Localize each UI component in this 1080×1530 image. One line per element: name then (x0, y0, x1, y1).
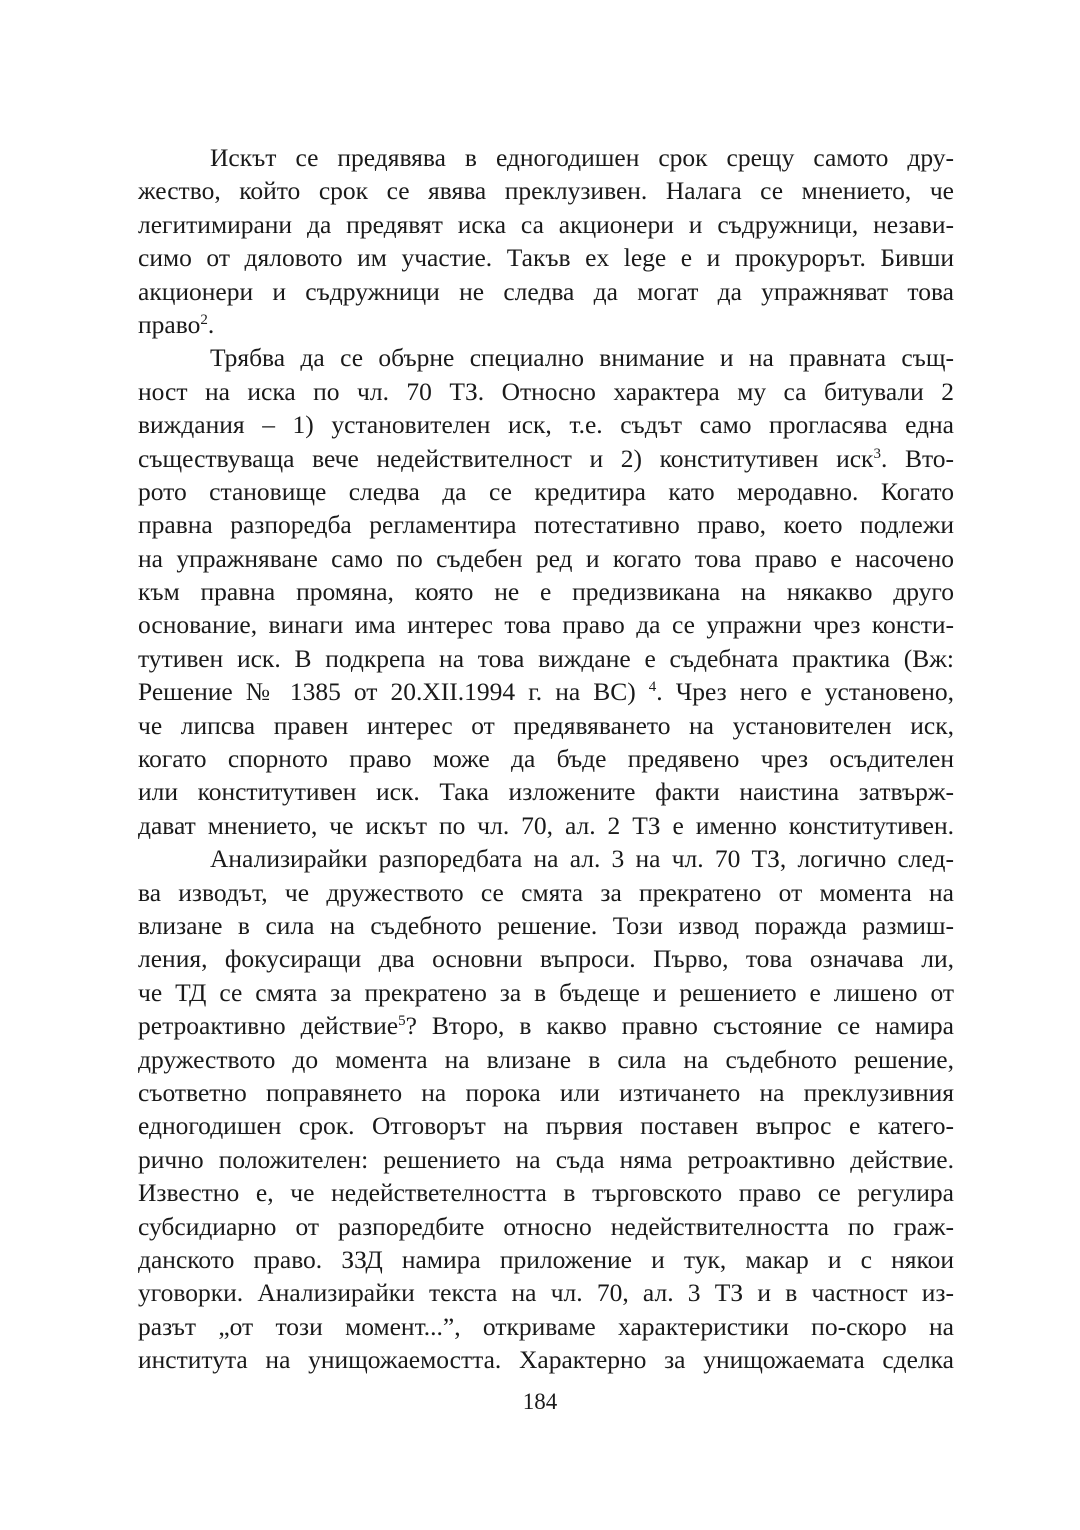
text-line (138, 842, 954, 875)
text-line (138, 508, 954, 541)
text-line (138, 1176, 954, 1209)
line-text: субсидиарно от разпоредбите относно недействителността по граж- (138, 1211, 954, 1241)
line-text-continued: . (207, 309, 215, 339)
text-line (138, 1076, 954, 1109)
line-text: тутивен иск. В подкрепа на това виждане е съдебната практика (Вж: (138, 643, 954, 673)
text-line (138, 909, 954, 942)
text-line (138, 341, 954, 374)
footnote-marker: 3 (873, 445, 881, 462)
line-text: на упражняване само по съдебен ред и когато това право е насочено (138, 543, 954, 573)
line-text: Решение № 1385 от 20.XII.1994 г. на ВС) (138, 677, 649, 707)
line-text: данското право. ЗЗД намира приложение и тук, макар и с някои (138, 1244, 954, 1274)
footnote-marker: 5 (398, 1013, 406, 1030)
text-line (138, 1143, 954, 1176)
text-line (138, 1343, 954, 1376)
line-text: легитимирани да предявят иска са акционери и съдружници, незави- (138, 209, 954, 239)
line-text: право (138, 309, 201, 339)
footnote-marker: 4 (648, 679, 657, 696)
page-number: 184 (522, 1389, 558, 1414)
line-text: Известно е, че недействетелността в търговското право се регулира (138, 1178, 954, 1208)
text-line (138, 608, 954, 641)
text-line (138, 575, 954, 608)
text-line (138, 709, 954, 742)
line-text: виждания – 1) установителен иск, т.е. съдът само прогласява една (138, 410, 954, 440)
line-text: ност на иска по чл. 70 ТЗ. Относно характера му са битували 2 (138, 376, 954, 406)
text-line (138, 174, 954, 207)
text-line (138, 208, 954, 241)
text-line (138, 942, 954, 975)
text-line (138, 442, 954, 475)
line-text: Анализирайки разпоредбата на ал. 3 на чл. 70 ТЗ, логично след- (210, 844, 954, 874)
text-line (138, 408, 954, 441)
text-line (138, 876, 954, 909)
text-line (138, 1310, 954, 1343)
body-text (138, 141, 954, 1376)
line-text: че липсва правен интерес от предявяването на установителен иск, (138, 710, 954, 740)
text-line (138, 809, 954, 842)
text-line (138, 1276, 954, 1309)
line-text: едногодишен срок. Отговорът на първия поставен въпрос е катего- (138, 1111, 954, 1141)
line-text: Искът се предявява в едногодишен срок срещу самото дру- (210, 143, 954, 172)
text-line (138, 1243, 954, 1276)
line-text: рично положителен: решението на съда няма ретроактивно действие. (138, 1144, 954, 1174)
line-text: дружеството до момента на влизане в сила на съдебното решение, (138, 1044, 954, 1074)
text-line (138, 375, 954, 408)
text-line (138, 1210, 954, 1243)
line-text: към правна промяна, която не е предизвикана на някакво друго (138, 577, 954, 607)
line-text-continued: ? Второ, в какво правно състояние се намира (405, 1011, 955, 1041)
text-line (138, 742, 954, 775)
text-line (138, 1043, 954, 1076)
text-line (138, 542, 954, 575)
line-text: влизане в сила на съдебното решение. Този извод поражда размиш- (138, 910, 954, 940)
text-line (138, 976, 954, 1009)
text-line (138, 275, 954, 308)
line-text: уговорки. Анализирайки текста на чл. 70, ал. 3 ТЗ и в частност из- (138, 1278, 954, 1308)
text-line (138, 1009, 954, 1042)
line-text: ления, фокусиращи два основни въпроси. Първо, това означава ли, (138, 944, 954, 974)
line-text: рото становище следва да се кредитира като меродавно. Когато (138, 476, 954, 506)
line-text: ва изводът, че дружеството се смята за прекратено от момента на (138, 877, 954, 907)
footnote-marker: 2 (200, 311, 208, 328)
line-text: когато спорното право може да бъде предявено чрез осъдителен (138, 744, 954, 774)
text-line (138, 642, 954, 675)
line-text: симо от дяловото им участие. Такъв ex lege е и прокурорът. Бивши (138, 243, 954, 273)
line-text: разът „от този момент...”, откриваме характеристики по-скоро на (138, 1311, 954, 1341)
line-text: правна разпоредба регламентира потестативно право, което подлежи (138, 510, 954, 540)
text-line (138, 475, 954, 508)
line-text: ретроактивно действие (138, 1011, 399, 1041)
line-text: жество, който срок се явява преклузивен. Налага се мнението, че (138, 176, 954, 206)
text-line (138, 308, 954, 341)
line-text: или конститутивен иск. Така изложените факти наистина затвърж- (138, 777, 954, 807)
line-text: акционери и съдружници не следва да могат да упражняват това (138, 276, 954, 306)
line-text-continued: . Чрез него е установено, (656, 677, 954, 707)
line-text: съществуваща вече недействителност и 2) конститутивен иск (138, 443, 874, 473)
line-text: съответно поправянето на порока или изтичането на преклузивния (138, 1077, 954, 1107)
text-line (138, 141, 954, 174)
line-text-continued: . Вто- (880, 443, 955, 473)
line-text: Трябва да се обърне специално внимание и на правната същ- (210, 343, 954, 373)
text-line (138, 1109, 954, 1142)
line-text: основание, винаги има интерес това право да се упражни чрез консти- (138, 610, 954, 640)
text-line (138, 675, 954, 708)
line-text: института на унищожаемостта. Характерно за унищожаемата сделка (138, 1345, 954, 1375)
text-line (138, 241, 954, 274)
line-text: дават мнението, че искът по чл. 70, ал. 2 ТЗ е именно конститутивен. (138, 810, 954, 840)
line-text: че ТД се смята за прекратено за в бъдеще и решението е лишено от (138, 977, 954, 1007)
text-line (138, 775, 954, 808)
